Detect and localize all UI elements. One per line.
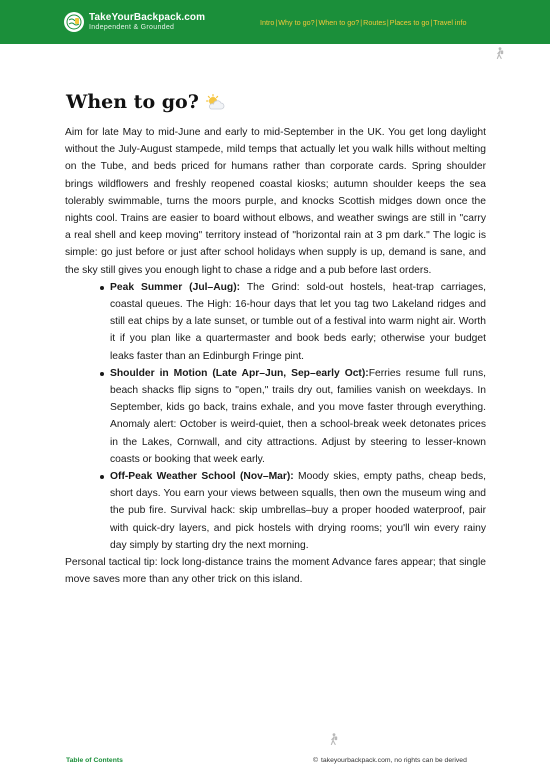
season-term: Peak Summer (Jul–Aug): xyxy=(110,281,241,293)
closing-paragraph: Personal tactical tip: lock long-distance trains the moment Advance fares appear; that single move saves more than any other trick on this island. xyxy=(65,557,486,586)
copyright-icon: © xyxy=(313,757,319,764)
season-term: Off-Peak Weather School (Nov–Mar): xyxy=(110,471,294,483)
page-title: When to go? xyxy=(66,91,199,113)
footer-copyright xyxy=(313,757,467,764)
hiker-icon xyxy=(495,47,505,59)
top-navigation xyxy=(260,18,467,27)
hiker-icon xyxy=(329,733,339,745)
globe-backpack-icon[interactable] xyxy=(64,12,84,32)
site-header xyxy=(0,0,550,44)
copyright-text: takeyourbackpack.com, no rights can be derived xyxy=(321,757,467,764)
nav-link-routes[interactable]: Routes xyxy=(363,18,386,27)
nav-separator: | xyxy=(315,18,318,27)
nav-link-places-to-go[interactable]: Places to go xyxy=(389,18,430,27)
intro-paragraph: Aim for late May to mid-June and early to mid-September in the UK. You get long daylight without the July-August stampede, mild temps that actually let you walk hills without melting on the Tube, and beds priced for humans rather than corporate cards. Spring shoulder brings wildflowers and freshly reopened coastal kiosks; autumn shoulder keeps the sea tolerably swimmable, turns the moors purple, and knocks Scottish midges down once the nights cool. Trains are easier to board without elbows, and weather swings are still in "carry a real shell and keep moving" territory instead of "horizontal rain at 3 pm dark." The logic is simple: go just before or just after school holidays when supply is up, demand is sane, and the sky still gives you enough light to chase a ridge and a pub before last orders. xyxy=(65,127,486,276)
bullet-icon xyxy=(100,475,104,479)
season-list xyxy=(65,279,486,554)
main-content xyxy=(65,124,486,588)
sun-behind-cloud-icon xyxy=(205,94,225,111)
season-term: Shoulder in Motion (Late Apr–Jun, Sep–early Oct): xyxy=(110,367,369,379)
title-row xyxy=(66,91,225,113)
nav-link-intro[interactable]: Intro xyxy=(260,18,275,27)
bullet-icon xyxy=(100,372,104,376)
nav-separator: | xyxy=(386,18,389,27)
nav-separator: | xyxy=(275,18,278,27)
nav-link-when-to-go[interactable]: When to go? xyxy=(318,18,360,27)
nav-separator: | xyxy=(430,18,433,27)
season-text: Ferries resume full runs, beach shacks flip signs to "open," trails dry out, families vanish on weekdays. In September, kids go back, trains exhale, and you move faster through everything. Anomaly alert: October is weird-quiet, then a school-break week detonates prices in the Lakes, Cornwall, and city attractions. Adjust by steering to lesser-known coasts or booking that week early. xyxy=(110,367,487,465)
nav-link-why-to-go[interactable]: Why to go? xyxy=(278,18,315,27)
bullet-icon xyxy=(100,286,104,290)
list-item xyxy=(110,279,486,365)
season-text: The Grind: sold-out hostels, heat-trap carriages, coastal queues. The High: 16-hour days that let you tag two Lakeland ridges and still eat chips by a late sunset, or tumble out of a festival into warm night air. Worth it if you plan like a quartermaster and book beds early; otherwise your budget leaks faster than an Edinburgh Fringe pint. xyxy=(110,281,486,362)
season-text: Moody skies, empty paths, cheap beds, short days. You earn your views between squalls, then own the museum wing and the pub fire. Survival hack: skip umbrellas–buy a proper hooded waterproof, pair with quick-dry layers, and pick hostels with drying rooms; you'll win every rainy day simply by starting dry the next morning. xyxy=(110,471,486,551)
nav-separator: | xyxy=(360,18,363,27)
nav-link-travel-info[interactable]: Travel info xyxy=(433,18,467,27)
brand-name[interactable]: TakeYourBackpack.com xyxy=(89,12,206,23)
list-item xyxy=(110,365,486,468)
brand-tagline: Independent & Grounded xyxy=(89,24,175,31)
table-of-contents-link[interactable]: Table of Contents xyxy=(66,757,123,764)
list-item xyxy=(110,468,486,554)
